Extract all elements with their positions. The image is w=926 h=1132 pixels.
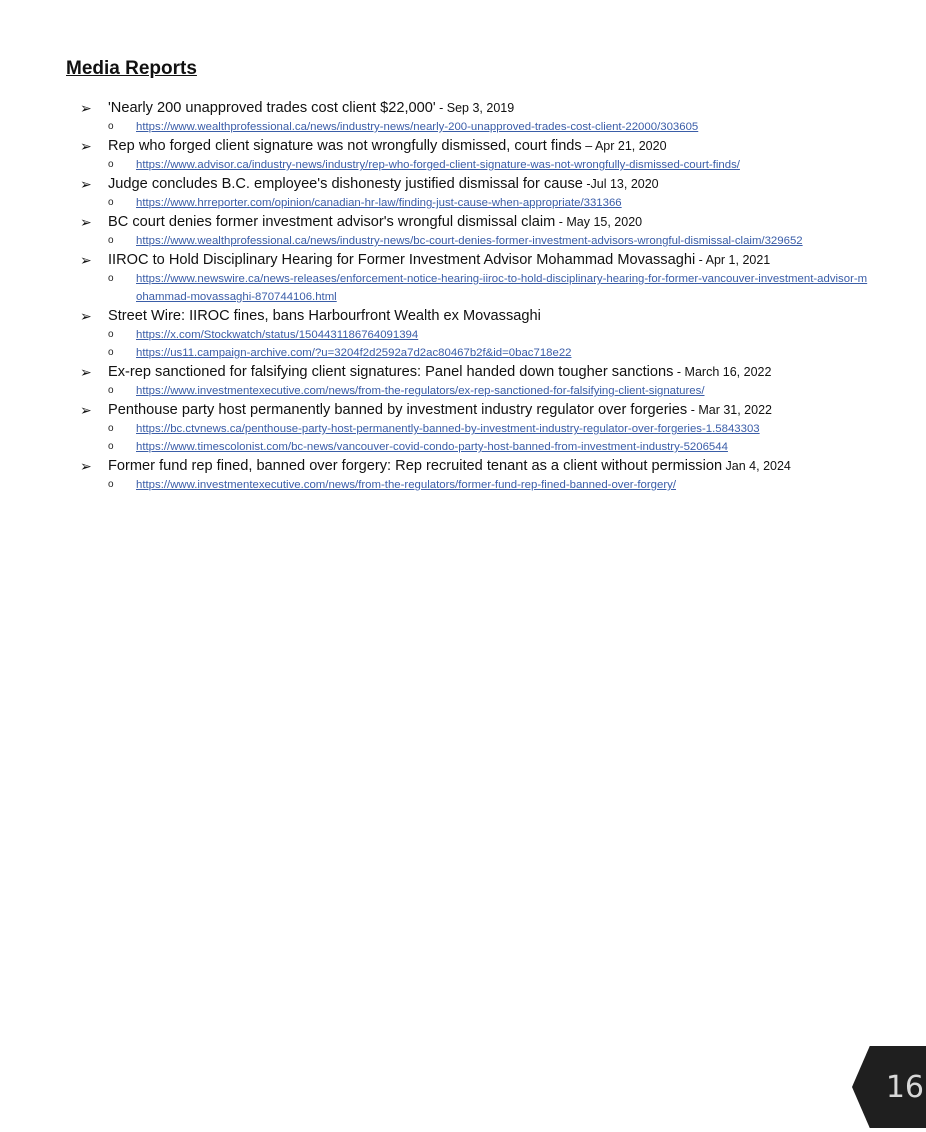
report-link[interactable]: https://www.timescolonist.com/bc-news/vancouver-covid-condo-party-host-banned-from-investment-industry-5206544 — [136, 441, 728, 453]
page-heading: Media Reports — [66, 58, 197, 79]
report-date: – Apr 21, 2020 — [581, 139, 667, 153]
arrow-bullet-icon: ➢ — [80, 138, 92, 154]
arrow-bullet-icon: ➢ — [80, 458, 92, 474]
report-title: Former fund rep fined, banned over forgery: Rep recruited tenant as a client without permission — [108, 458, 723, 474]
report-date: - Sep 3, 2019 — [435, 101, 515, 115]
report-title: Rep who forged client signature was not wrongfully dismissed, court finds — [108, 138, 582, 154]
circle-bullet-icon: o — [108, 197, 114, 208]
report-title: BC court denies former investment advisor's wrongful dismissal claim — [108, 214, 556, 230]
circle-bullet-icon: o — [108, 441, 114, 452]
report-list — [80, 98, 870, 494]
report-link[interactable]: https://www.wealthprofessional.ca/news/industry-news/nearly-200-unapproved-trades-cost-client-22000/303605 — [136, 121, 699, 133]
report-title: Judge concludes B.C. employee's dishonesty justified dismissal for cause — [108, 176, 583, 192]
arrow-bullet-icon: ➢ — [80, 402, 92, 418]
report-item — [80, 250, 870, 306]
report-date: - March 16, 2022 — [673, 365, 772, 379]
report-title: IIROC to Hold Disciplinary Hearing for Former Investment Advisor Mohammad Movassaghi — [108, 252, 696, 268]
circle-bullet-icon: o — [108, 121, 114, 132]
report-item — [80, 212, 870, 250]
arrow-bullet-icon: ➢ — [80, 176, 92, 192]
arrow-bullet-icon: ➢ — [80, 308, 92, 324]
report-date: - May 15, 2020 — [555, 215, 643, 229]
report-date: - Apr 1, 2021 — [695, 253, 771, 267]
circle-bullet-icon: o — [108, 479, 114, 490]
report-item — [80, 456, 870, 494]
circle-bullet-icon: o — [108, 385, 114, 396]
report-link[interactable]: https://bc.ctvnews.ca/penthouse-party-host-permanently-banned-by-investment-industry-regulator-over-forgeries-1.5843303 — [136, 423, 760, 435]
report-item — [80, 136, 870, 174]
report-title: 'Nearly 200 unapproved trades cost client $22,000' — [108, 100, 436, 116]
report-link[interactable]: https://us11.campaign-archive.com/?u=3204f2d2592a7d2ac80467b2f&id=0bac718e22 — [136, 347, 572, 359]
report-link[interactable]: https://www.investmentexecutive.com/news/from-the-regulators/ex-rep-sanctioned-for-falsifying-client-signatures/ — [136, 385, 705, 397]
report-item — [80, 98, 870, 136]
report-title: Penthouse party host permanently banned by investment industry regulator over forgeries — [108, 402, 688, 418]
report-link[interactable]: https://www.newswire.ca/news-releases/enforcement-notice-hearing-iiroc-to-hold-disciplinary-hearing-for-former-vancouver-investment-advisor-mohammad-movassaghi-870744106.html — [136, 273, 868, 303]
report-link[interactable]: https://www.investmentexecutive.com/news/from-the-regulators/former-fund-rep-fined-banned-over-forgery/ — [136, 479, 677, 491]
circle-bullet-icon: o — [108, 273, 114, 284]
circle-bullet-icon: o — [108, 159, 114, 170]
arrow-bullet-icon: ➢ — [80, 214, 92, 230]
report-date: Jan 4, 2024 — [722, 459, 791, 473]
circle-bullet-icon: o — [108, 235, 114, 246]
report-item — [80, 306, 870, 362]
report-item — [80, 174, 870, 212]
report-title: Ex-rep sanctioned for falsifying client signatures: Panel handed down tougher sanctions — [108, 364, 674, 380]
report-link[interactable]: https://www.wealthprofessional.ca/news/industry-news/bc-court-denies-former-investment-advisors-wrongful-dismissal-claim/329652 — [136, 235, 803, 247]
report-link[interactable]: https://www.hrreporter.com/opinion/canadian-hr-law/finding-just-cause-when-appropriate/331366 — [136, 197, 622, 209]
arrow-bullet-icon: ➢ — [80, 364, 92, 380]
report-link[interactable]: https://x.com/Stockwatch/status/1504431186764091394 — [136, 329, 419, 341]
report-item — [80, 362, 870, 400]
circle-bullet-icon: o — [108, 347, 114, 358]
report-link[interactable]: https://www.advisor.ca/industry-news/industry/rep-who-forged-client-signature-was-not-wrongfully-dismissed-court-finds/ — [136, 159, 740, 171]
arrow-bullet-icon: ➢ — [80, 100, 92, 116]
page-number: 16 — [885, 1070, 924, 1105]
report-item — [80, 400, 870, 456]
arrow-bullet-icon: ➢ — [80, 252, 92, 268]
circle-bullet-icon: o — [108, 329, 114, 340]
report-date: -Jul 13, 2020 — [582, 177, 659, 191]
report-date: - Mar 31, 2022 — [687, 403, 772, 417]
report-title: Street Wire: IIROC fines, bans Harbourfront Wealth ex Movassaghi — [108, 308, 541, 324]
circle-bullet-icon: o — [108, 423, 114, 434]
